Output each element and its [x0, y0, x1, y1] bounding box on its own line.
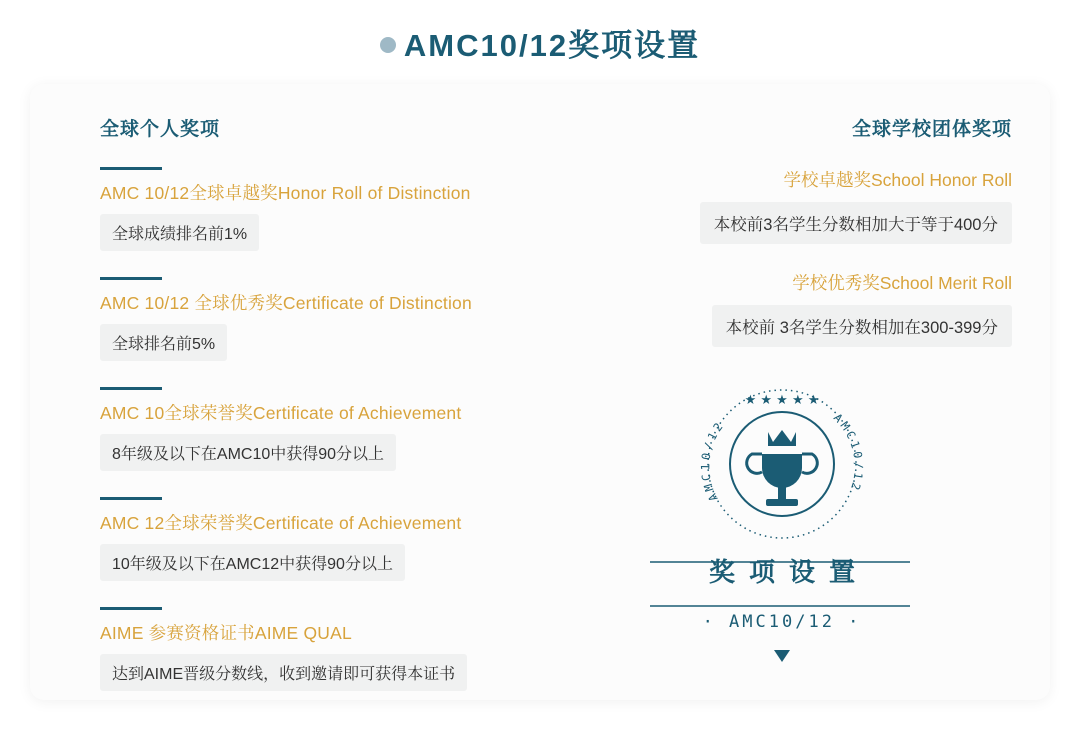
award-item	[100, 277, 580, 361]
award-desc: 8年级及以下在AMC10中获得90分以上	[100, 434, 396, 471]
award-desc: 本校前 3名学生分数相加在300-399分	[712, 305, 1012, 347]
award-name: AIME 参赛资格证书AIME QUAL	[100, 623, 352, 643]
award-desc: 全球成绩排名前1%	[100, 214, 259, 251]
award-rule	[100, 277, 162, 280]
school-awards-column	[612, 114, 1012, 347]
individual-awards-column	[100, 114, 580, 691]
award-desc: 本校前3名学生分数相加大于等于400分	[700, 202, 1012, 244]
award-name: 学校卓越奖School Honor Roll	[783, 170, 1012, 190]
award-desc: 全球排名前5%	[100, 324, 227, 361]
seal-cn-text: 奖项设置	[708, 557, 869, 587]
award-item	[612, 167, 1012, 244]
award-name: 学校优秀奖School Merit Roll	[792, 273, 1012, 293]
award-rule	[100, 497, 162, 500]
award-rule	[100, 387, 162, 390]
page-title-row	[0, 0, 1080, 65]
award-name: AMC 10全球荣誉奖Certificate of Achievement	[100, 403, 462, 423]
award-seal	[642, 384, 922, 674]
page-title: AMC10/12奖项设置	[403, 28, 701, 63]
award-item	[100, 387, 580, 471]
award-desc: 达到AIME晋级分数线，收到邀请即可获得本证书	[100, 654, 467, 691]
content-card	[30, 84, 1050, 700]
circle-dot-icon	[380, 37, 396, 53]
award-item	[100, 497, 580, 581]
award-rule	[100, 607, 162, 610]
award-item	[100, 167, 580, 251]
award-name: AMC 10/12全球卓越奖Honor Roll of Distinction	[100, 183, 471, 203]
svg-text:AMC10/12: AMC10/12	[830, 410, 866, 495]
award-name: AMC 10/12 全球优秀奖Certificate of Distinction	[100, 293, 472, 313]
svg-text:AMC10/12: AMC10/12	[698, 417, 728, 504]
award-name: AMC 12全球荣誉奖Certificate of Achievement	[100, 513, 462, 533]
award-desc: 10年级及以下在AMC12中获得90分以上	[100, 544, 405, 581]
individual-awards-heading: 全球个人奖项	[100, 119, 221, 140]
seal-code-text: · AMC10/12 ·	[702, 612, 862, 632]
award-rule	[100, 167, 162, 170]
award-item	[612, 270, 1012, 347]
award-item	[100, 607, 580, 691]
school-awards-heading: 全球学校团体奖项	[851, 119, 1012, 140]
svg-text:★ ★ ★ ★ ★: ★ ★ ★ ★ ★	[744, 393, 820, 408]
